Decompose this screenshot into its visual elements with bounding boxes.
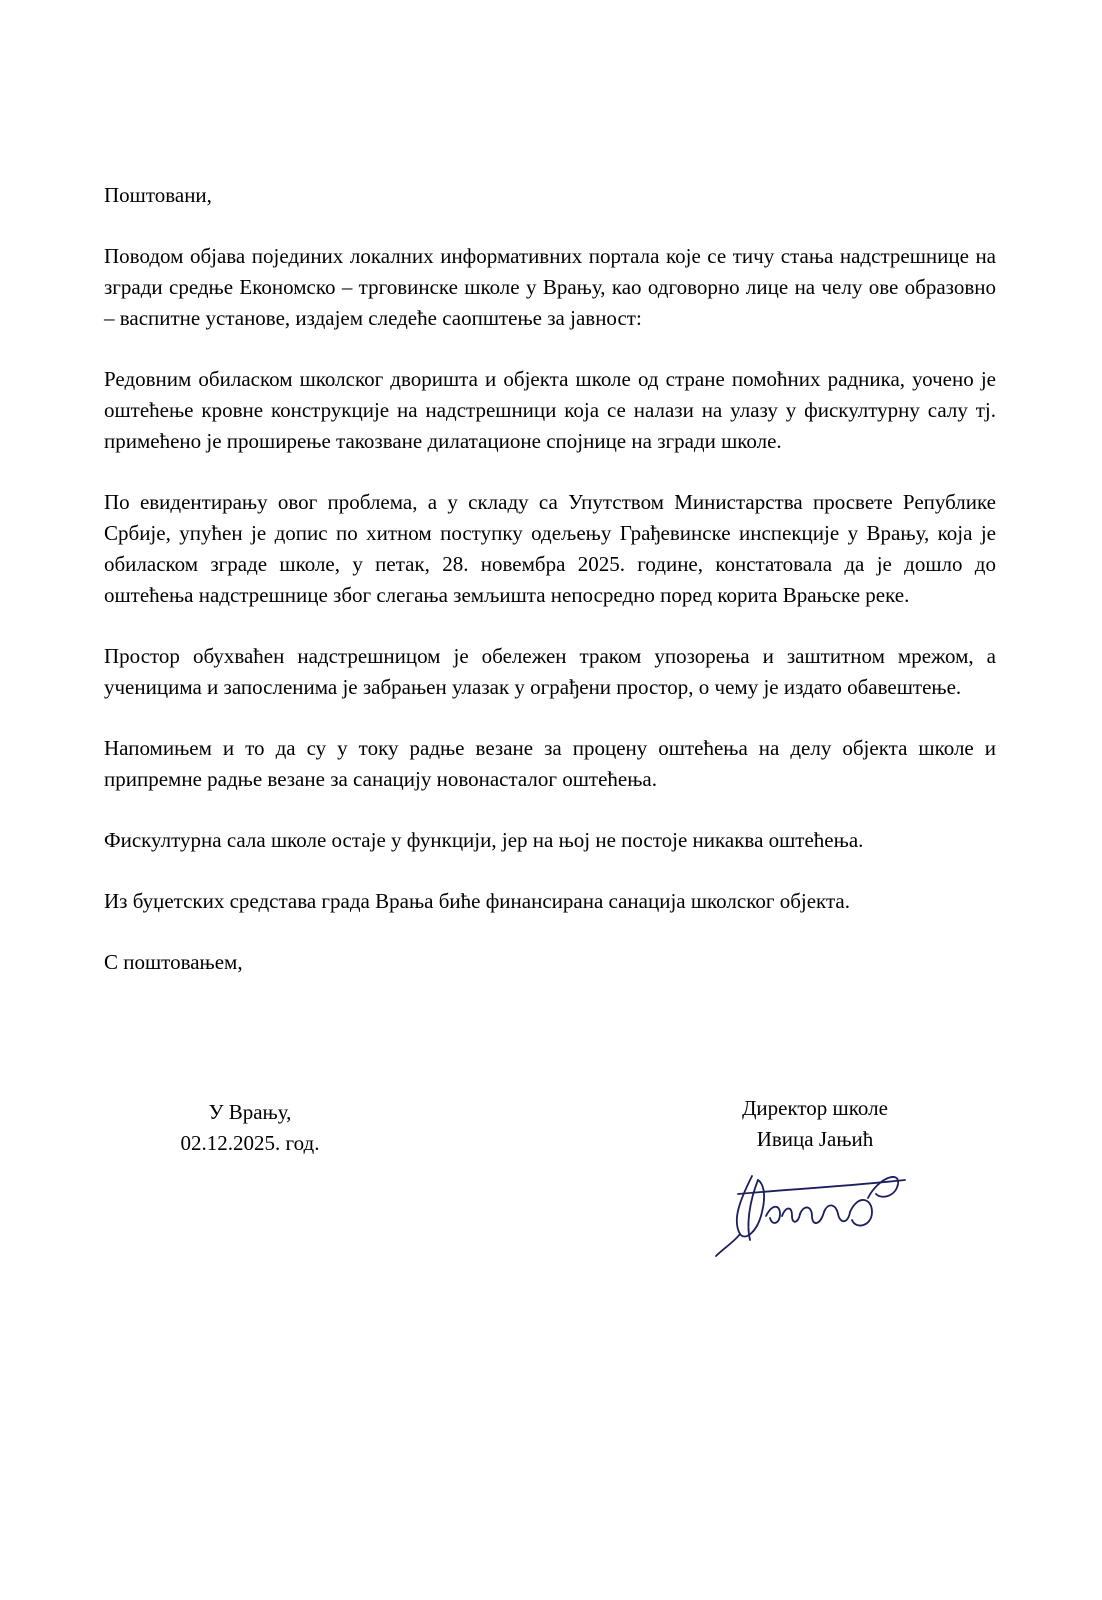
signatory-name: Ивица Јањић — [756, 1127, 874, 1151]
salutation: Поштовани, — [104, 183, 212, 207]
paragraph-intro: Поводом објава појединих локалних информативних портала које се тичу стања надстрешнице на згради средње Економско – трговинске школе у Врању, као одговорно лице на челу ове образовно – васпитне установе, издајем следеће саопштење за јавност: — [104, 244, 996, 330]
paragraph-inspection: По евидентирању овог проблема, а у складу са Упутством Министарства просвете Републике Србије, упућен је допис по хитном поступку одељењу Грађевинске инспекције у Врању, која је обиласком зграде школе, у петак, 28. новембра 2025. године, констатовала да је дошло до оштећења надстрешнице због слегања земљишта непосредно поред корита Врањске реке. — [104, 490, 996, 607]
paragraph-gym-operational: Фискултурна сала школе остаје у функцији, јер на њој не постоје никаква оштећења. — [104, 828, 864, 852]
closing: С поштовањем, — [104, 950, 243, 974]
paragraph-funding: Из буџетских средстава града Врања биће финансирана санација школског објекта. — [104, 889, 850, 913]
paragraph-works-in-progress: Напомињем и то да су у току радње везане за процену оштећења на делу објекта школе и припремне радње везане за санацију новонасталог оштећења. — [104, 736, 996, 791]
letter-body — [104, 180, 996, 978]
signatory-title: Директор школе — [742, 1096, 888, 1120]
handwritten-signature — [700, 1150, 920, 1260]
paragraph-damage-observed: Редовним обиласком школског дворишта и објекта школе од стране помоћних радника, уочено је оштећење кровне конструкције на надстрешници која се налази на улазу у фискултурну салу тј. примећено је проширење такозване дилатационе спојнице на згради школе. — [104, 367, 996, 453]
date: 02.12.2025. год. — [180, 1131, 320, 1155]
place-date-block — [130, 1097, 370, 1159]
signatory-block — [700, 1093, 930, 1155]
paragraph-area-secured: Простор обухваћен надстрешницом је обележен траком упозорења и заштитном мрежом, а ученицима и запосленима је забрањен улазак у ограђени простор, о чему је издато обавештење. — [104, 644, 996, 699]
place: У Врању, — [208, 1100, 292, 1124]
